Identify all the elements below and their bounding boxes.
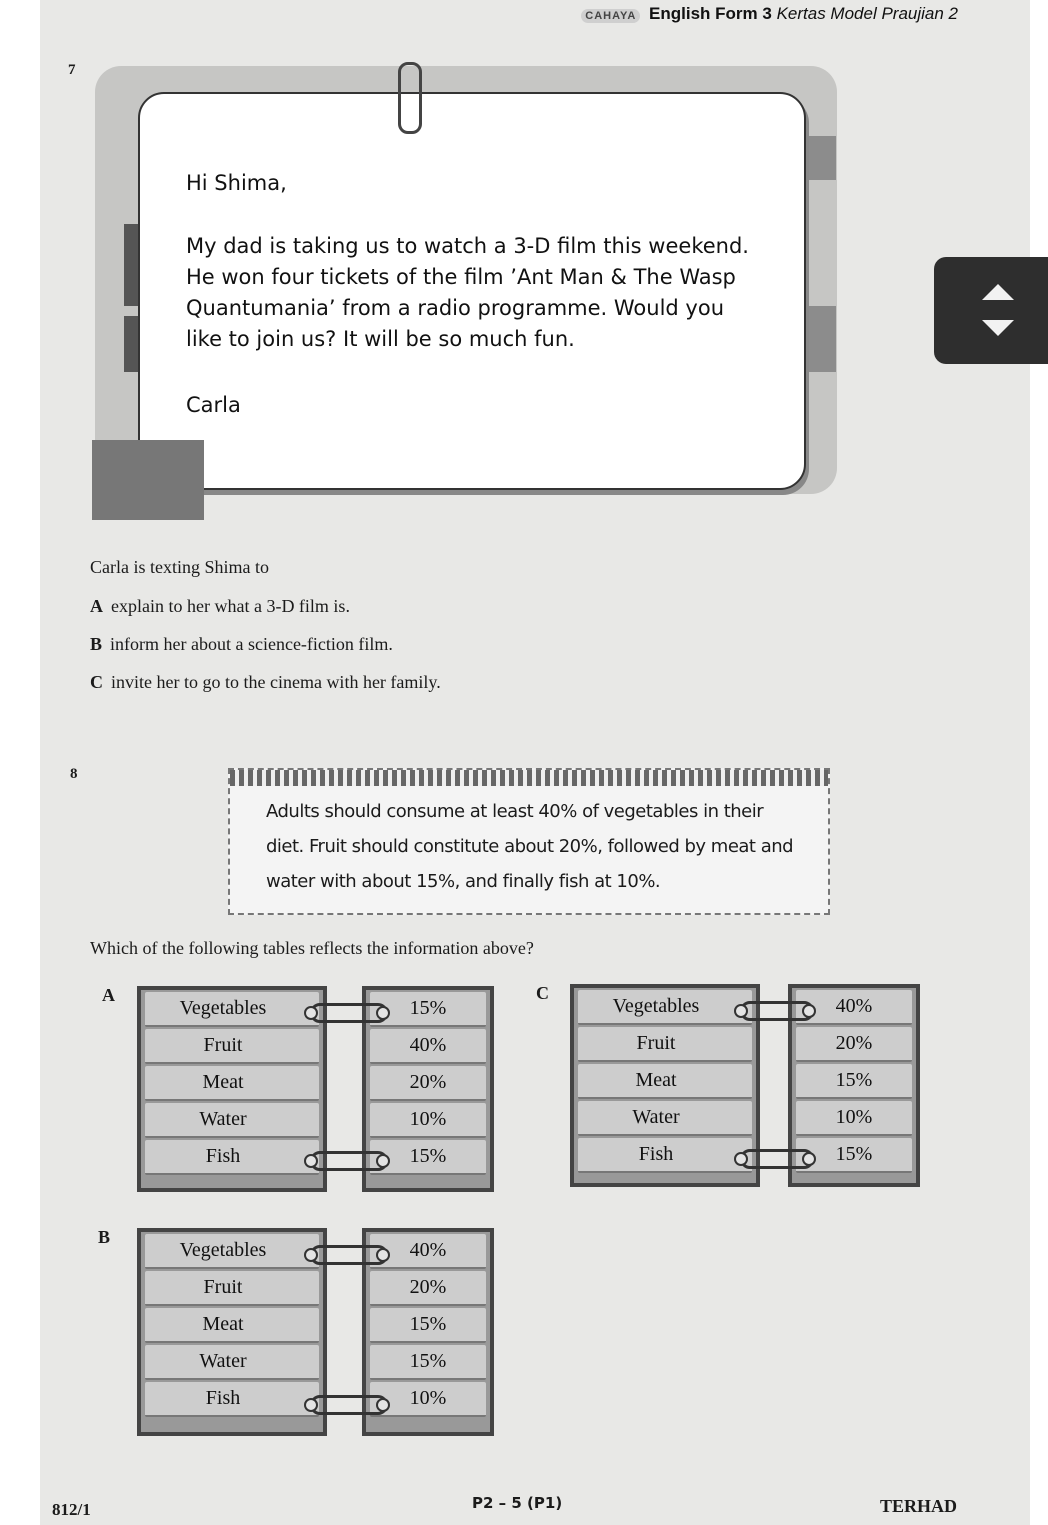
ring-icon <box>376 1248 390 1262</box>
table-value: 15% <box>796 1138 912 1173</box>
table-value: 10% <box>370 1382 486 1417</box>
ring-icon <box>304 1398 318 1412</box>
table-value: 15% <box>370 992 486 1027</box>
scroll-down-icon[interactable] <box>982 320 1014 336</box>
ring-icon <box>304 1154 318 1168</box>
message-line: My dad is taking us to watch a 3-D film this weekend. <box>186 234 749 258</box>
table-item: Fish <box>145 1140 319 1175</box>
card-corner-block <box>92 440 204 520</box>
ring-icon <box>376 1006 390 1020</box>
card-tab <box>808 306 836 372</box>
ring-icon <box>376 1154 390 1168</box>
page-number: P2 – 5 (P1) <box>472 1494 563 1512</box>
message-line: like to join us? It will be so much fun. <box>186 327 575 351</box>
table-item: Vegetables <box>578 990 752 1025</box>
page-header <box>581 4 958 24</box>
message-greeting: Hi Shima, <box>186 171 287 195</box>
paper-code: 812/1 <box>52 1500 91 1519</box>
info-line: diet. Fruit should constitute about 20%, followed by meat and <box>266 836 794 857</box>
table-item: Fruit <box>578 1027 752 1062</box>
option-text: inform her about a science-fiction film. <box>110 634 393 654</box>
option-letter: A <box>90 596 103 616</box>
question-number-8: 8 <box>70 766 78 782</box>
ring-icon <box>802 1152 816 1166</box>
table-value: 15% <box>796 1064 912 1099</box>
table-item: Meat <box>578 1064 752 1099</box>
question-7-stem: Carla is texting Shima to <box>90 557 269 577</box>
classification-label: TERHAD <box>880 1496 958 1516</box>
table-item: Water <box>145 1103 319 1138</box>
option-c <box>90 672 441 693</box>
option-text: invite her to go to the cinema with her family. <box>111 672 441 692</box>
ring-icon <box>376 1398 390 1412</box>
table-value: 40% <box>370 1234 486 1269</box>
info-line: Adults should consume at least 40% of vegetables in their <box>266 801 764 822</box>
header-subject: English Form 3 <box>649 4 772 23</box>
info-text <box>266 794 806 899</box>
question-8-stem: Which of the following tables reflects the information above? <box>90 938 534 958</box>
info-box-border-pattern <box>230 770 828 786</box>
table-b-items <box>137 1228 327 1436</box>
table-c-letter: C <box>536 983 549 1003</box>
option-text: explain to her what a 3-D film is. <box>111 596 350 616</box>
paperclip-icon <box>398 62 422 134</box>
info-box <box>228 768 830 915</box>
page-scroll-control[interactable] <box>934 257 1048 364</box>
header-paper: Kertas Model Praujian 2 <box>776 4 958 23</box>
table-value: 10% <box>796 1101 912 1136</box>
table-value: 15% <box>370 1140 486 1175</box>
card-tab <box>808 136 836 180</box>
table-item: Fruit <box>145 1029 319 1064</box>
ring-icon <box>304 1248 318 1262</box>
table-value: 15% <box>370 1308 486 1343</box>
option-letter: C <box>90 672 103 692</box>
publisher-logo: CAHAYA <box>581 9 640 23</box>
table-a-items <box>137 986 327 1192</box>
table-value: 20% <box>370 1066 486 1101</box>
table-item: Water <box>578 1101 752 1136</box>
table-item: Meat <box>145 1308 319 1343</box>
option-a <box>90 596 350 617</box>
table-value: 20% <box>796 1027 912 1062</box>
table-value: 10% <box>370 1103 486 1138</box>
table-value: 20% <box>370 1271 486 1306</box>
table-value: 40% <box>370 1029 486 1064</box>
table-item: Meat <box>145 1066 319 1101</box>
table-a-letter: A <box>102 985 115 1005</box>
table-item: Water <box>145 1345 319 1380</box>
message-line: Quantumania’ from a radio programme. Would you <box>186 296 725 320</box>
ring-icon <box>734 1004 748 1018</box>
ring-icon <box>734 1152 748 1166</box>
ring-icon <box>304 1006 318 1020</box>
message-signoff: Carla <box>186 393 241 417</box>
table-item: Fruit <box>145 1271 319 1306</box>
message-body <box>186 231 749 355</box>
message-line: He won four tickets of the film ’Ant Man & The Wasp <box>186 265 736 289</box>
table-b-letter: B <box>98 1227 111 1247</box>
scroll-up-icon[interactable] <box>982 284 1014 300</box>
info-line: water with about 15%, and finally fish at 10%. <box>266 871 661 892</box>
table-c-items <box>570 984 760 1187</box>
table-value: 15% <box>370 1345 486 1380</box>
table-item: Fish <box>578 1138 752 1173</box>
table-item: Vegetables <box>145 992 319 1027</box>
ring-icon <box>802 1004 816 1018</box>
option-b <box>90 634 393 655</box>
table-value: 40% <box>796 990 912 1025</box>
question-number-7: 7 <box>68 62 76 78</box>
table-item: Vegetables <box>145 1234 319 1269</box>
table-item: Fish <box>145 1382 319 1417</box>
option-letter: B <box>90 634 103 654</box>
